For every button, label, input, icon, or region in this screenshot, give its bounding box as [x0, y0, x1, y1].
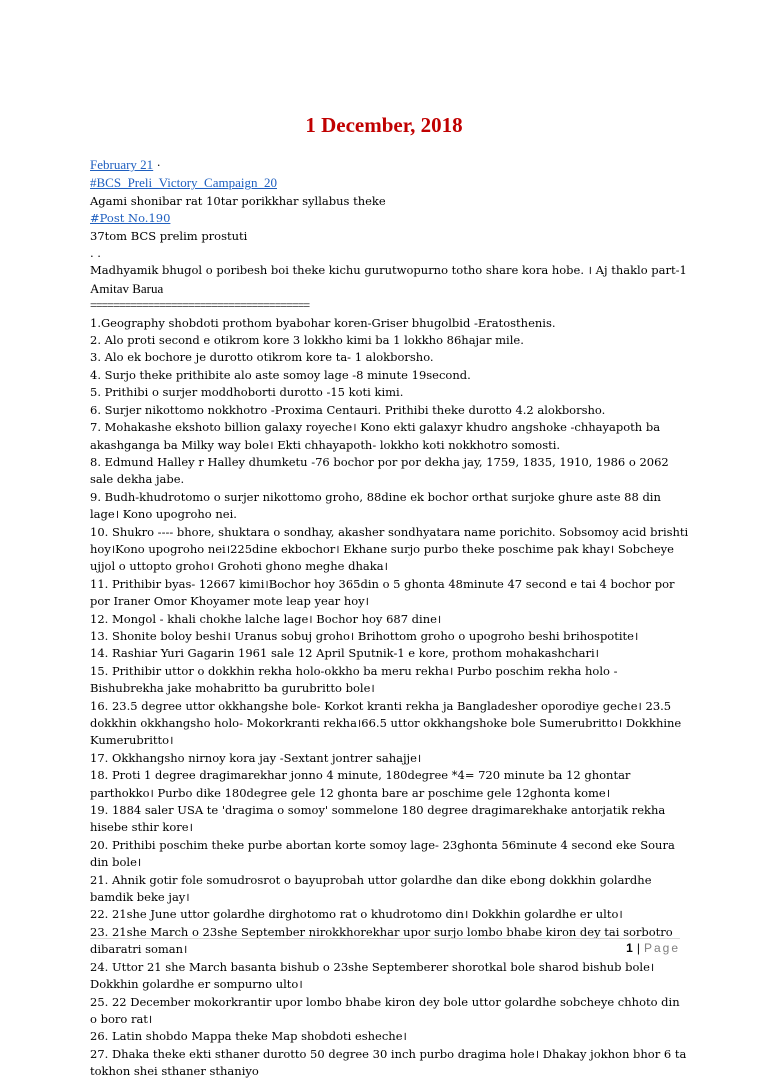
- fact-item-18: 18. Proti 1 degree dragimarekhar jonno 4 minute, 180degree *4= 720 minute ba 12 ghontar parthokko। Purbo dike 180degree gele 12 ghonta bare ar poschime gele 12ghonta kome।: [90, 768, 631, 800]
- exam-time-line: Agami shonibar rat 10tar porikkhar syllabus theke: [90, 193, 386, 208]
- author-name: Amitav Barua: [90, 280, 164, 296]
- post-date-line: [90, 156, 690, 174]
- page-number: 1: [626, 941, 633, 955]
- fact-item-3: 3. Alo ek bochore je durotto otikrom kore ta- 1 alokborsho.: [90, 350, 434, 365]
- fact-item-24: 24. Uttor 21 she March basanta bishub o 23she Septemberer shorotkal bole sharod bishub bole। Dokkhin golardhe er sompurno ulto।: [90, 959, 655, 992]
- fact-item-16: 16. 23.5 degree uttor okkhangshe bole- Korkot kranti rekha ja Bangladesher oporodiye geche। 23.5 dokkhin okkhangsho holo- Mokorkranti rekha।66.5 uttor okkhangshoke bole Sumerubritto। Dokkhine Kumerubritto।: [90, 698, 682, 748]
- fact-item-14: 14. Rashiar Yuri Gagarin 1961 sale 12 April Sputnik-1 e kore, prothom mohakashchari।: [90, 646, 600, 661]
- page-footer: [626, 941, 680, 955]
- fact-item-20: 20. Prithibi poschim theke purbe abortan korte somoy lage- 23ghonta 56minute 4 second eke Soura din bole।: [90, 837, 675, 870]
- fact-item-22: 22. 21she June uttor golardhe dirghotomo rat o khudrotomo din। Dokkhin golardhe er ulto।: [90, 907, 623, 922]
- fact-item-19: 19. 1884 saler USA te 'dragima o somoy' sommelone 180 degree dragimarekhake antorjatik rekha hisebe sthir kore।: [90, 803, 666, 835]
- footer-separator: |: [636, 941, 640, 955]
- fact-item-25: 25. 22 December mokorkrantir upor lombo bhabe kiron dey bole uttor golardhe sobcheye chhoto din o boro rat।: [90, 994, 680, 1026]
- intro-line: Madhyamik bhugol o poribesh boi theke kichu gurutwopurno totho share kora hobe. । Aj thaklo part-1: [90, 263, 687, 278]
- fact-item-21: 21. Ahnik gotir fole somudrosrot o bayuprobah uttor golardhe dan dike ebong dokkhin golardhe bamdik beke jay।: [90, 872, 652, 905]
- footer-divider: [90, 938, 680, 939]
- divider-rule: ======================================: [90, 298, 310, 313]
- campaign-hashtag-link[interactable]: #BCS_Preli_Victory_Campaign_20: [90, 175, 277, 191]
- fact-item-15: 15. Prithibir uttor o dokkhin rekha holo-okkho ba meru rekha। Purbo poschim rekha holo -Bishubrekha jake mohabritto ba gurubritto bole।: [90, 663, 618, 696]
- fact-item-6: 6. Surjer nikottomo nokkhotro -Proxima Centauri. Prithibi theke durotto 4.2 alokborsho.: [90, 402, 606, 417]
- fact-item-11: 11. Prithibir byas- 12667 kimi।Bochor hoy 365din o 5 ghonta 48minute 47 second e tai 4 bochor por por Iraner Omor Khoyamer mote leap year hoy।: [90, 576, 675, 609]
- campaign-line: [90, 174, 690, 192]
- page-label: Page: [643, 941, 680, 955]
- fact-item-10: 10. Shukro ---- bhore, shuktara o sondhay, akasher sondhyatara name porichito. Sobsomoy acid brishti hoy।Kono upogroho nei।225dine ekbochor। Ekhane surjo purbo theke poschime pak khay। Sobcheye ujjol o uttopto groho। Grohoti ghono meghe dhaka।: [90, 524, 689, 574]
- post-date-link[interactable]: February 21: [90, 157, 154, 172]
- ellipsis-line: . .: [90, 246, 101, 261]
- post-body: [90, 156, 690, 1081]
- fact-item-9: 9. Budh-khudrotomo o surjer nikottomo groho, 88dine ek bochor orthat surjoke ghure aste 88 din lage। Kono upogroho nei.: [90, 489, 661, 522]
- fact-item-17: 17. Okkhangsho nirnoy kora jay -Sextant jontrer sahajje।: [90, 750, 422, 765]
- exam-prep-line: 37tom BCS prelim prostuti: [90, 228, 248, 243]
- fact-item-5: 5. Prithibi o surjer moddhoborti durotto -15 koti kimi.: [90, 385, 404, 400]
- post-number-line: [90, 210, 690, 227]
- fact-item-26: 26. Latin shobdo Mappa theke Map shobdoti esheche।: [90, 1029, 407, 1044]
- fact-item-23: 23. 21she March o 23she September nirokkhorekhar upor surjo lombo bhabe kiron dey tai sorbotro dibaratri soman।: [90, 924, 673, 957]
- fact-item-27: 27. Dhaka theke ekti sthaner durotto 50 degree 30 inch purbo dragima hole। Dhakay jokhon bhor 6 ta tokhon shei sthaner sthaniyo: [90, 1046, 687, 1079]
- fact-item-12: 12. Mongol - khali chokhe lalche lage। Bochor hoy 687 dine।: [90, 611, 442, 626]
- post-number-hashtag-link[interactable]: #Post No.190: [90, 211, 171, 226]
- fact-item-1: 1.Geography shobdoti prothom byabohar koren-Griser bhugolbid -Eratosthenis.: [90, 315, 556, 330]
- page-title: 1 December, 2018: [305, 113, 463, 137]
- fact-item-8: 8. Edmund Halley r Halley dhumketu -76 bochor por por dekha jay, 1759, 1835, 1910, 1986 o 2062 sale dekha jabe.: [90, 454, 669, 487]
- fact-item-4: 4. Surjo theke prithibite alo aste somoy lage -8 minute 19second.: [90, 367, 471, 382]
- post-date-separator: ·: [153, 158, 161, 172]
- fact-item-7: 7. Mohakashe ekshoto billion galaxy royeche। Kono ekti galaxyr khudro angshoke -chhayapoth ba akashganga ba Milky way bole। Ekti chhayapoth- lokkho koti nokkhotro somosti.: [90, 420, 661, 452]
- fact-item-13: 13. Shonite boloy beshi। Uranus sobuj groho। Brihottom groho o upogroho beshi brihospotite।: [90, 628, 639, 643]
- fact-item-2: 2. Alo proti second e otikrom kore 3 lokkho kimi ba 1 lokkho 86hajar mile.: [90, 333, 524, 348]
